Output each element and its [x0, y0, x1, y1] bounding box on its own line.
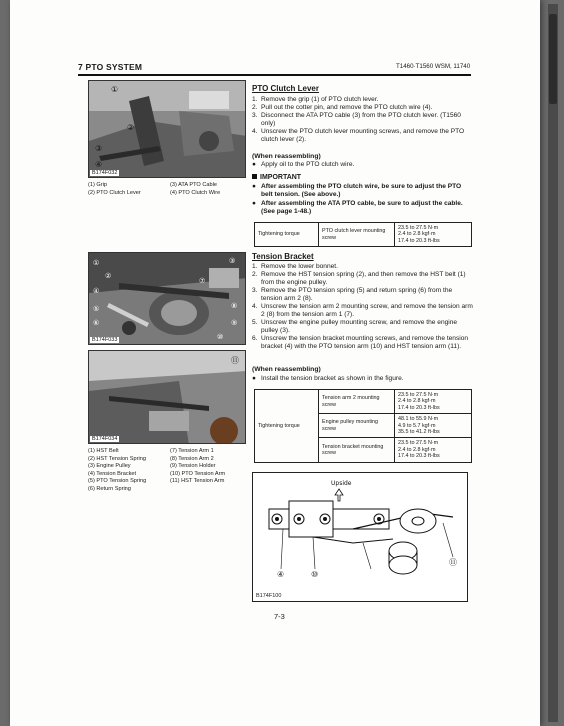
- legend-tension-bracket: [88, 448, 258, 496]
- section-title-pto-clutch-lever: PTO Clutch Lever: [252, 84, 319, 93]
- figure-callout-4: ④: [277, 570, 285, 579]
- figure-callout-11: ⑪: [449, 558, 457, 567]
- legend-item: (4) PTO Clutch Wire: [170, 189, 221, 196]
- torque-values: 48.1 to 55.9 N·m 4.9 to 5.7 kgf·m 35.5 to 41.2 ft-lbs: [395, 414, 472, 438]
- figure-id: B174F100: [256, 593, 282, 599]
- legend-pto-clutch-lever: [88, 182, 248, 202]
- legend-item: (3) Engine Pulley: [88, 463, 131, 470]
- page-number: 7-3: [274, 612, 285, 621]
- photo-tension-bracket-2-image: [89, 351, 246, 444]
- photo-tension-bracket-1: [88, 252, 246, 345]
- important-label: IMPORTANT: [252, 174, 301, 181]
- callout-10: ⑩: [217, 333, 224, 341]
- important-bullet: ● After assembling the ATA PTO cable, be sure to adjust the cable. (See page 1-48.): [252, 200, 463, 215]
- reassembly-bullet: ● Install the tension bracket as shown in the figure.: [252, 375, 404, 382]
- torque-values: 23.5 to 27.5 N·m 2.4 to 2.8 kgf·m 17.4 to 20.3 ft-lbs: [395, 390, 472, 414]
- section-header: 7 PTO SYSTEM: [78, 62, 143, 72]
- legend-item: (2) PTO Clutch Lever: [88, 189, 141, 196]
- important-bullet: ● After assembling the PTO clutch wire, be sure to adjust the PTO belt tension. (See above.): [252, 183, 462, 198]
- model-header: T1460·T1560 WSM, 11740: [396, 63, 471, 70]
- legend-item: (9) Tension Holder: [170, 463, 216, 470]
- section-title-tension-bracket: Tension Bracket: [252, 252, 314, 261]
- photo-pto-clutch-lever: [88, 80, 246, 178]
- legend-item: (3) ATA PTO Cable: [170, 182, 217, 188]
- figure-callout-10: ⑩: [311, 570, 319, 579]
- legend-item: (11) HST Tension Arm: [170, 478, 225, 485]
- callout-1: ①: [93, 259, 100, 267]
- callout-7: ⑦: [199, 277, 206, 285]
- photo-tension-bracket-2: [88, 350, 246, 444]
- step: 4. Unscrew the tension arm 2 mounting screw, and remove the tension arm 2 (8) from the tension arm 1 (7).: [252, 303, 473, 318]
- tension-steps: [252, 263, 474, 351]
- callout-4: ④: [93, 287, 100, 295]
- step: 6. Unscrew the tension bracket mounting screws, and remove the tension bracket (4) with the PTO tension arm (10) and HST tension arm (11).: [252, 335, 469, 350]
- torque-item: Engine pulley mounting screw: [319, 414, 395, 438]
- torque-table-tension: [254, 389, 472, 463]
- important-square-icon: [252, 174, 257, 179]
- legend-item: (6) Return Spring: [88, 485, 131, 492]
- legend-item: (2) HST Tension Spring: [88, 455, 146, 462]
- pto-steps: [252, 96, 474, 144]
- step: 5. Unscrew the engine pulley mounting screw, and remove the engine pulley (3).: [252, 319, 458, 334]
- legend-item: (10) PTO Tension Arm: [170, 470, 226, 477]
- upside-label: Upside: [331, 480, 352, 487]
- torque-label: Tightening torque: [255, 223, 319, 247]
- step: 1. Remove the lower bonnet.: [252, 263, 338, 270]
- legend-item: (1) Grip: [88, 182, 107, 188]
- photo-id: B174F033: [92, 337, 118, 343]
- torque-item: Tension bracket mounting screw: [319, 438, 395, 462]
- figure-tension-bracket-drawing: [253, 473, 469, 603]
- step: 3. Remove the PTO tension spring (5) and return spring (6) from the tension arm 2 (8).: [252, 287, 453, 302]
- callout-3: ③: [95, 144, 103, 153]
- legend-item: (8) Tension Arm 2: [170, 455, 214, 462]
- header-rule: [78, 74, 471, 76]
- scrollbar[interactable]: [548, 4, 558, 722]
- torque-label: Tightening torque: [255, 390, 319, 463]
- callout-9: ⑨: [231, 319, 238, 327]
- photo-tension-bracket-1-image: [89, 253, 246, 345]
- legend-item: (1) HST Belt: [88, 448, 119, 454]
- reassembly-title: (When reassembling): [252, 366, 321, 373]
- scrollbar-thumb[interactable]: [549, 14, 557, 104]
- torque-item: Tension arm 2 mounting screw: [319, 390, 395, 414]
- upside-arrow-icon: [335, 489, 343, 501]
- step: 2. Pull out the cotter pin, and remove the PTO clutch wire (4).: [252, 104, 433, 111]
- photo-id: B174F032: [92, 170, 118, 176]
- step: 1. Remove the grip (1) of PTO clutch lever.: [252, 96, 379, 103]
- callout-5: ⑤: [93, 305, 100, 313]
- reassembly-bullet: ● Apply oil to the PTO clutch wire.: [252, 161, 355, 168]
- step: 2. Remove the HST tension spring (2), and then remove the HST belt (1) from the engine pulley.: [252, 271, 466, 286]
- legend-item: (5) PTO Tension Spring: [88, 478, 147, 485]
- callout-6: ⑥: [93, 319, 100, 327]
- photo-pto-clutch-lever-image: [89, 81, 246, 178]
- callout-2: ②: [127, 123, 135, 132]
- callout-3: ③: [229, 257, 236, 265]
- figure-tension-bracket: [252, 472, 468, 602]
- legend-item: (7) Tension Arm 1: [170, 448, 214, 454]
- torque-values: 23.5 to 27.5 N·m 2.4 to 2.8 kgf·m 17.4 to 20.3 ft-lbs: [395, 438, 472, 462]
- torque-values: 23.5 to 27.5 N·m 2.4 to 2.8 kgf·m 17.4 to 20.3 ft-lbs: [395, 223, 472, 247]
- photo-id: B174F034: [92, 436, 118, 442]
- legend-item: (4) Tension Bracket: [88, 470, 137, 477]
- callout-8: ⑧: [231, 302, 238, 310]
- callout-1: ①: [111, 85, 119, 94]
- callout-11: ⑪: [231, 356, 239, 365]
- step: 3. Disconnect the ATA PTO cable (3) from the PTO clutch lever. (T1560 only): [252, 112, 461, 127]
- reassembly-title: (When reassembling): [252, 153, 321, 160]
- callout-2: ②: [105, 272, 112, 280]
- callout-4: ④: [95, 160, 103, 169]
- step: 4. Unscrew the PTO clutch lever mounting screws, and remove the PTO clutch lever (2).: [252, 128, 465, 143]
- torque-item: PTO clutch lever mounting screw: [319, 223, 395, 247]
- torque-table-pto: [254, 222, 472, 247]
